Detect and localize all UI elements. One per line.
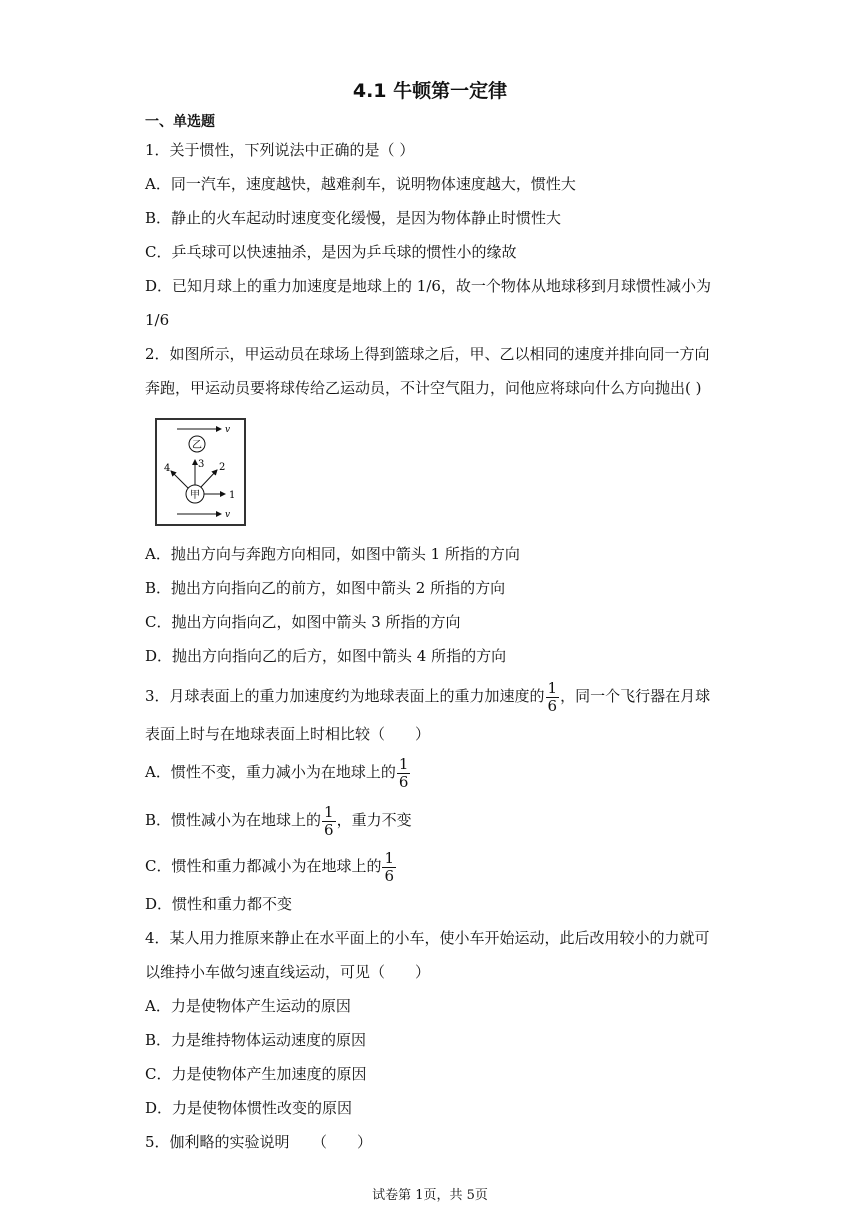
fraction-numerator: 1 xyxy=(384,848,395,867)
q4-option-a: A．力是使物体产生运动的原因 xyxy=(145,997,351,1015)
fraction-numerator: 1 xyxy=(324,802,334,821)
fraction-denominator: 6 xyxy=(547,696,558,715)
fraction-denominator: 6 xyxy=(398,772,409,791)
q3-option-b-suffix: ，重力不变 xyxy=(336,811,412,829)
q1-option-d: D．已知月球上的重力加速度是地球上的 1/6，故一个物体从地球移到月球惯性减小为 xyxy=(145,277,711,295)
q3-option-c-text: C．惯性和重力都减小为在地球上的 xyxy=(145,857,382,875)
q5-stem: 5．伽利略的实验说明 （ ） xyxy=(145,1133,373,1151)
runners-diagram xyxy=(155,418,246,526)
q3-stem xyxy=(145,678,710,715)
q4-stem: 4．某人用力推原来静止在水平面上的小车，使小车开始运动，此后改用较小的力就可 xyxy=(145,929,710,947)
page-title: 4.1 牛顿第一定律 xyxy=(352,80,508,102)
fraction xyxy=(322,804,336,839)
q4-stem-cont: 以维持小车做匀速直线运动，可见（ ） xyxy=(145,963,431,981)
arrow-1-label: 1 xyxy=(229,490,236,501)
velocity-label-top: v xyxy=(225,425,231,435)
q3-option-a xyxy=(145,754,411,791)
fraction-denominator: 6 xyxy=(384,866,395,885)
q3-option-b-text: B．惯性减小为在地球上的 xyxy=(145,811,322,829)
q2-option-a: A．抛出方向与奔跑方向相同，如图中箭头 1 所指的方向 xyxy=(145,545,520,563)
q3-option-b xyxy=(145,802,412,839)
q3-option-c xyxy=(145,848,397,885)
q3-stem-post: ，同一个飞行器在月球 xyxy=(560,687,711,705)
q4-option-c: C．力是使物体产生加速度的原因 xyxy=(145,1065,367,1083)
section-heading: 一、单选题 xyxy=(145,114,215,130)
q1-option-b: B．静止的火车起动时速度变化缓慢，是因为物体静止时惯性大 xyxy=(145,209,562,227)
q2-stem: 2．如图所示，甲运动员在球场上得到篮球之后，甲、乙以相同的速度并排向同一方向 xyxy=(145,345,710,363)
q2-option-d: D．抛出方向指向乙的后方，如图中箭头 4 所指的方向 xyxy=(145,647,507,665)
fraction-denominator: 6 xyxy=(324,820,334,839)
q2-figure xyxy=(155,418,246,526)
q2-option-c: C．抛出方向指向乙，如图中箭头 3 所指的方向 xyxy=(145,613,461,631)
q4-option-b: B．力是维持物体运动速度的原因 xyxy=(145,1031,367,1049)
q3-option-a-text: A．惯性不变，重力减小为在地球上的 xyxy=(145,763,396,781)
q4-option-d: D．力是使物体惯性改变的原因 xyxy=(145,1099,353,1117)
q2-stem-cont: 奔跑，甲运动员要将球传给乙运动员，不计空气阻力，问他应将球向什么方向抛出( ) xyxy=(145,379,702,397)
q1-stem: 1．关于惯性，下列说法中正确的是（ ） xyxy=(145,141,415,159)
runner-jia-label: 甲 xyxy=(190,490,200,501)
fraction-numerator: 1 xyxy=(547,678,558,697)
arrow-3-label: 3 xyxy=(198,459,205,470)
q1-option-a: A．同一汽车，速度越快，越难刹车，说明物体速度越大，惯性大 xyxy=(145,175,576,193)
page-footer: 试卷第 1页，共 5页 xyxy=(372,1188,488,1203)
q1-option-c: C．乒乓球可以快速抽杀，是因为乒乓球的惯性小的缘故 xyxy=(145,243,517,261)
fraction xyxy=(546,680,560,715)
q1-option-d-cont: 1/6 xyxy=(145,311,170,329)
fraction xyxy=(382,850,396,885)
q3-stem-cont: 表面上时与在地球表面上时相比较（ ） xyxy=(145,725,431,743)
velocity-label-bottom: v xyxy=(225,510,231,520)
arrow-2-label: 2 xyxy=(219,462,226,473)
q2-option-b: B．抛出方向指向乙的前方，如图中箭头 2 所指的方向 xyxy=(145,579,506,597)
fraction-numerator: 1 xyxy=(398,754,409,773)
q3-option-d: D．惯性和重力都不变 xyxy=(145,895,293,913)
runner-yi-label: 乙 xyxy=(192,440,202,451)
fraction xyxy=(397,756,411,791)
arrow-4-label: 4 xyxy=(164,463,171,474)
q3-stem-pre: 3．月球表面上的重力加速度约为地球表面上的重力加速度的 xyxy=(145,687,545,705)
